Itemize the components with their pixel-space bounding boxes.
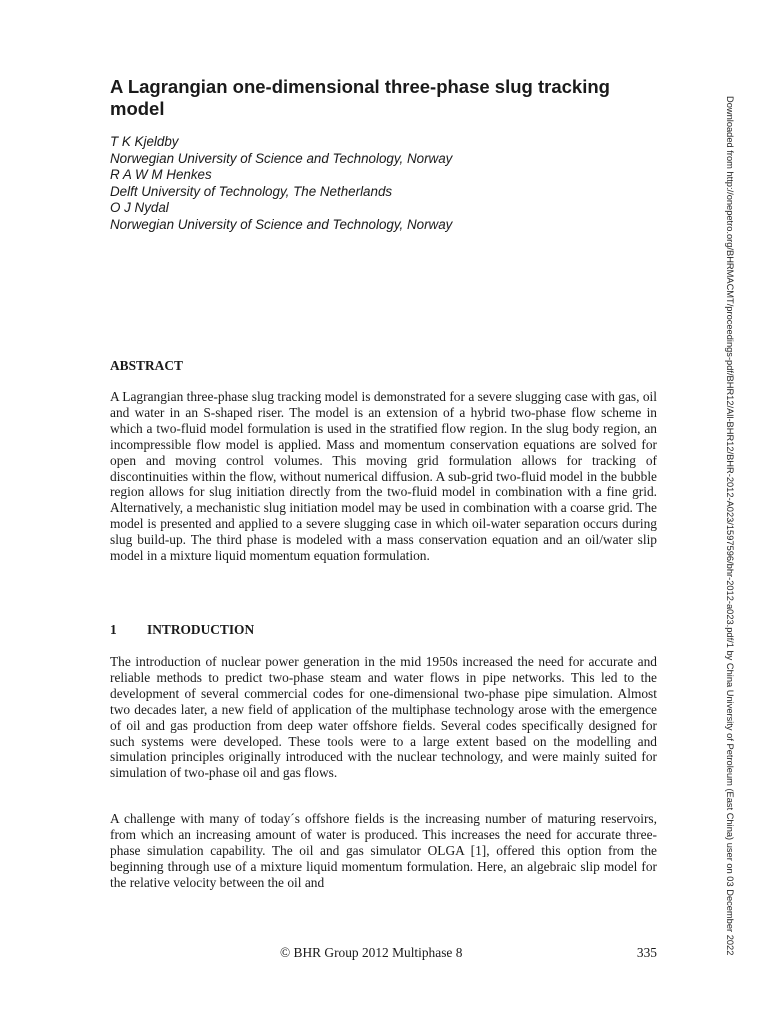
author-affiliation: Delft University of Technology, The Netherlands	[110, 183, 393, 199]
author-name: R A W M Henkes	[110, 167, 212, 182]
abstract-paragraph: A Lagrangian three-phase slug tracking model is demonstrated for a severe slugging case with gas, oil and water in an S-shaped riser. The model is an extension of a hybrid two-phase flow scheme in which a two-fluid model formulation is used in the stratified flow region. In the slug body region, an incompressible flow model is applied. Mass and momentum conservation equations are solved for open and moving control volumes. This moving grid formulation allows for tracking of discontinuities within the flow, without numerical diffusion. A sub-grid two-fluid model in the bubble region allows for slug initiation directly from the two-fluid model in combination with a fine grid. Alternatively, a mechanistic slug initiation model may be used in combination with a coarse grid. The model is presented and applied to a severe slugging case in which oil-water separation occurs during slug build-up. The third phase is modeled with a mass conservation equation and an oil/water slip model in a mixture liquid momentum equation formulation.	[110, 389, 657, 564]
abstract-heading: ABSTRACT	[110, 358, 183, 373]
paper-title: A Lagrangian one-dimensional three-phase slug tracking model	[110, 76, 610, 119]
footer-copyright: © BHR Group 2012 Multiphase 8	[280, 945, 463, 960]
section-title: INTRODUCTION	[147, 622, 255, 637]
author-affiliation: Norwegian University of Science and Technology, Norway	[110, 150, 453, 166]
author-affiliation: Norwegian University of Science and Technology, Norway	[110, 216, 453, 232]
introduction-paragraph: The introduction of nuclear power generation in the mid 1950s increased the need for accurate and reliable methods to predict two-phase steam and water flows in pipe networks. This led to the development of several commercial codes for one-dimensional two-phase pipe simulation. Almost two decades later, a new field of application of the multiphase technology arose with the emergence of oil and gas production from deep water offshore fields. Several codes specifically designed for such systems were developed. These tools were to a large extent based on the modelling and simulation principles originally introduced with the nuclear technology, and were mainly suited for simulation of two-phase oil and gas flows.	[110, 654, 657, 781]
author-name: T K Kjeldby	[110, 134, 179, 149]
author-block	[110, 134, 650, 233]
introduction-heading	[110, 622, 254, 638]
page-number: 335	[636, 945, 657, 960]
author-name: O J Nydal	[110, 200, 169, 215]
introduction-paragraph: A challenge with many of today´s offshore fields is the increasing number of maturing reservoirs, from which an increasing amount of water is produced. This increases the need for accurate three-phase simulation capability. The oil and gas simulator OLGA [1], offered this option from the beginning through use of a mixture liquid momentum formulation. Here, an algebraic slip model for the relative velocity between the oil and	[110, 811, 657, 890]
download-watermark: Downloaded from http://onepetro.org/BHRMACMT/proceedings-pdf/BHR12/All-BHR12/BHR-2012-A023/1597596/bhr-2012-a023.pdf/1 by China University of Petroleum (East China) user on 03 December 2022	[725, 96, 735, 956]
section-number: 1	[110, 622, 117, 637]
